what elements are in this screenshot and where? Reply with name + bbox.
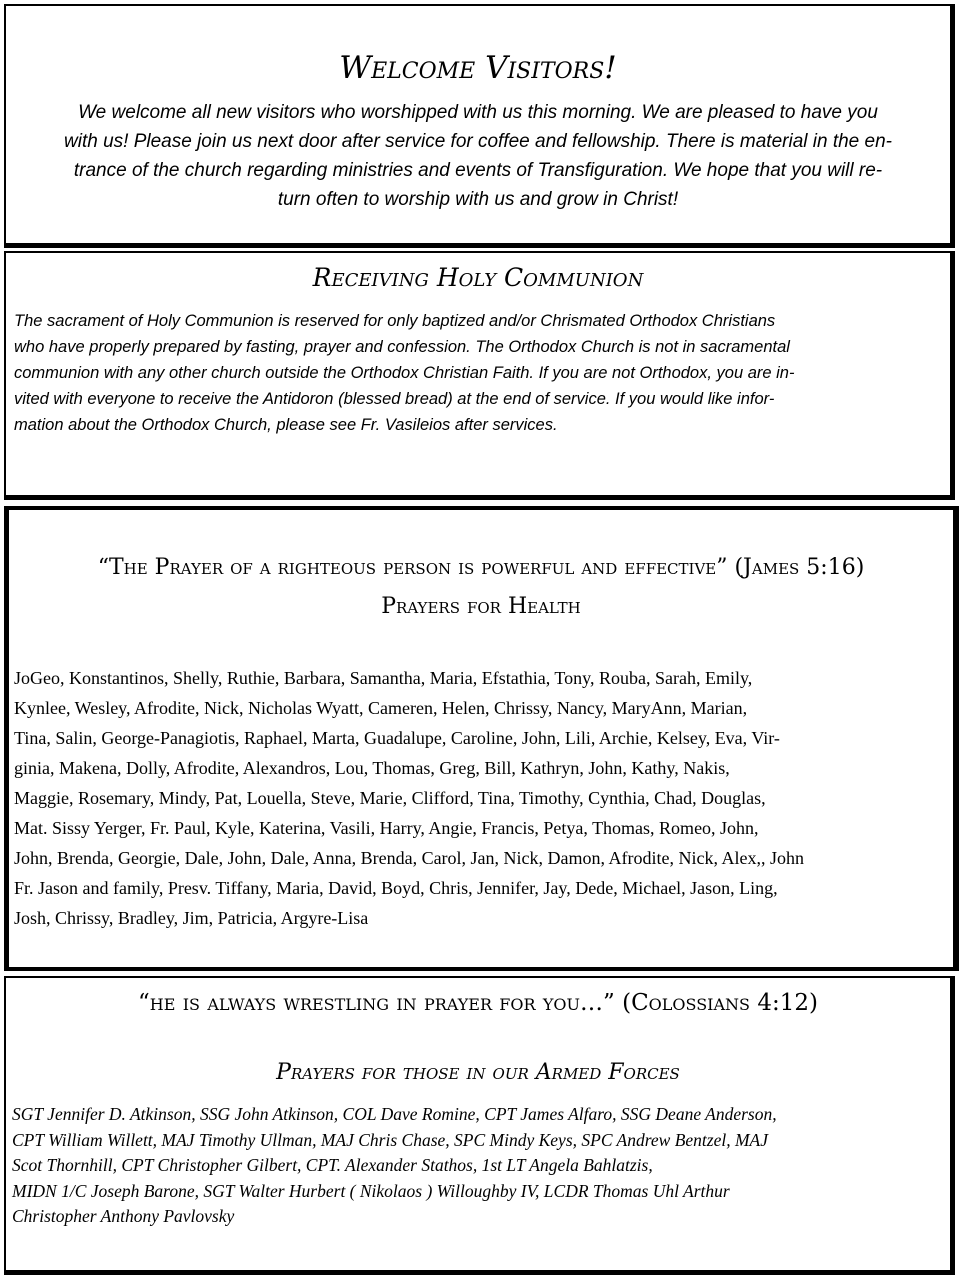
health-line: Mat. Sissy Yerger, Fr. Paul, Kyle, Katerina, Vasili, Harry, Angie, Francis, Petya, Thomas, Romeo, John, [14,818,759,838]
communion-line: The sacrament of Holy Communion is reserved for only baptized and/or Chrismated Orthodox Christians [14,312,776,330]
welcome-line: trance of the church regarding ministries and events of Transfiguration. We hope that you will re- [73,160,883,181]
forces-line: SGT Jennifer D. Atkinson, SSG John Atkinson, COL Dave Romine, CPT James Alfaro, SSG Deane Anderson, [12,1104,777,1124]
health-box [4,506,959,971]
welcome-line: We welcome all new visitors who worshipped with us this morning. We are pleased to have you [78,102,878,123]
welcome-title: Welcome Visitors! [339,50,617,86]
forces-line: Christopher Anthony Pavlovsky [12,1206,235,1226]
forces-box [4,976,955,1275]
forces-line: MIDN 1/C Joseph Barone, SGT Walter Hurbert ( Nikolaos ) Willoughby IV, LCDR Thomas Uhl Arthur [12,1180,730,1201]
forces-line: Scot Thornhill, CPT Christopher Gilbert, CPT. Alexander Stathos, 1st LT Angela Bahlatzis, [12,1155,653,1175]
communion-line: communion with any other church outside the Orthodox Christian Faith. If you are not Orthodox, you are in- [14,364,795,382]
communion-line: vited with everyone to receive the Antidoron (blessed bread) at the end of service. If you would like infor- [14,390,775,408]
health-line: John, Brenda, Georgie, Dale, John, Dale, Anna, Brenda, Carol, Jan, Nick, Damon, Afrodite, Nick, Alex,, John [14,848,805,868]
health-quote: “The Prayer of a righteous person is powerful and effective” (James 5:16) [97,555,865,580]
forces-quote: “he is always wrestling in prayer for you…” (Colossians 4:12) [138,990,818,1016]
welcome-paragraph [14,98,942,214]
health-line: Maggie, Rosemary, Mindy, Pat, Louella, Steve, Marie, Clifford, Tina, Timothy, Cynthia, Chad, Douglas, [14,788,766,808]
health-line: Josh, Chrissy, Bradley, Jim, Patricia, Argyre-Lisa [14,908,369,928]
health-line: ginia, Makena, Dolly, Afrodite, Alexandros, Lou, Thomas, Greg, Bill, Kathryn, John, Kathy, Nakis, [14,758,730,778]
health-title: Prayers for Health [381,594,581,619]
communion-box [4,251,955,500]
welcome-box [4,4,955,248]
health-line: Tina, Salin, George-Panagiotis, Raphael, Marta, Guadalupe, Caroline, John, Lili, Archie, Kelsey, Eva, Vir- [14,728,780,748]
communion-line: who have properly prepared by fasting, prayer and confession. The Orthodox Church is not in sacramental [14,338,790,356]
health-names [14,663,804,933]
welcome-line: with us! Please join us next door after service for coffee and fellowship. There is material in the en- [64,131,892,152]
communion-line: mation about the Orthodox Church, please see Fr. Vasileios after services. [14,416,558,434]
communion-title: Receiving Holy Communion [312,263,644,292]
forces-names [12,1102,777,1230]
welcome-line: turn often to worship with us and grow in Christ! [277,189,679,210]
health-line: Fr. Jason and family, Presv. Tiffany, Maria, David, Boyd, Chris, Jennifer, Jay, Dede, Michael, Jason, Ling, [14,878,778,898]
forces-title: Prayers for those in our Armed Forces [276,1060,680,1085]
health-line: Kynlee, Wesley, Afrodite, Nick, Nicholas Wyatt, Cameren, Helen, Chrissy, Nancy, MaryAnn, Marian, [14,698,748,718]
forces-line: CPT William Willett, MAJ Timothy Ullman, MAJ Chris Chase, SPC Mindy Keys, SPC Andrew Bentzel, MAJ [12,1129,769,1150]
communion-paragraph [14,308,794,438]
health-line: JoGeo, Konstantinos, Shelly, Ruthie, Barbara, Samantha, Maria, Efstathia, Tony, Rouba, Sarah, Emily, [14,668,753,688]
